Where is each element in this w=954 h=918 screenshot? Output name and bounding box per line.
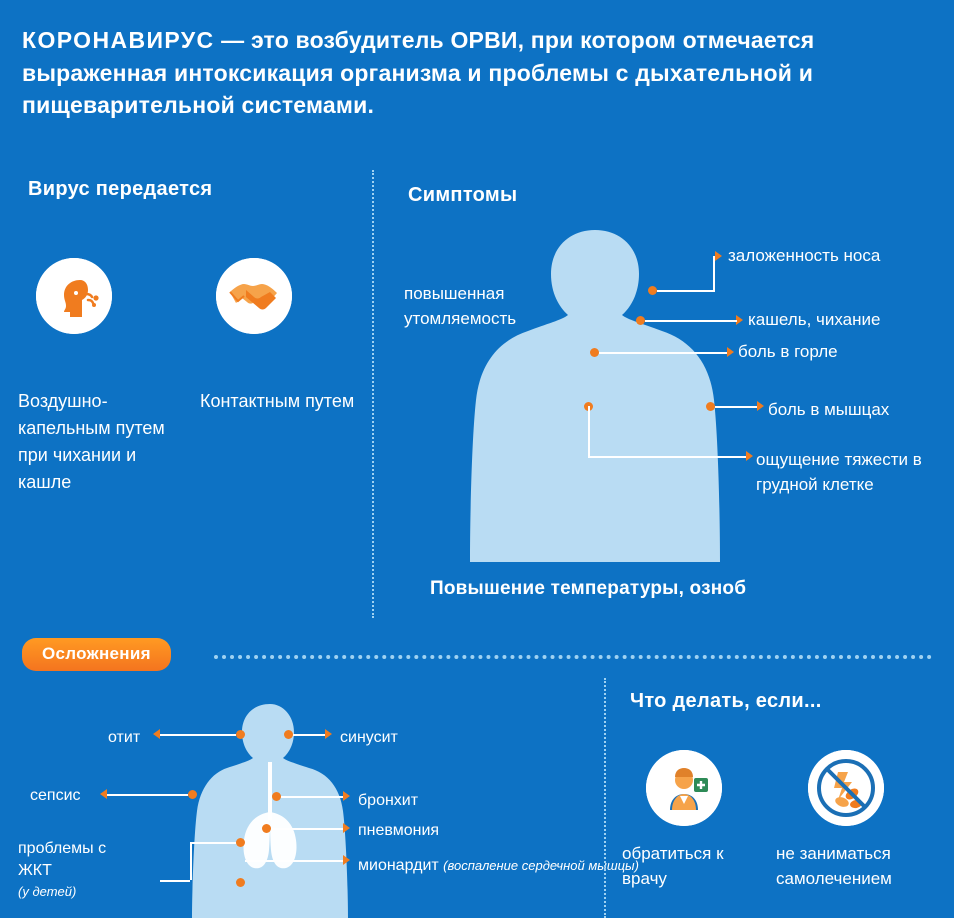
complication-line-sinusit bbox=[293, 734, 325, 736]
complication-note-miocardit: (воспаление сердечной мышцы) bbox=[443, 858, 639, 873]
symptom-line-chest bbox=[588, 456, 746, 458]
coughing-head-icon bbox=[36, 258, 112, 334]
symptom-dot-nose bbox=[648, 286, 657, 295]
complication-line-bronhit bbox=[281, 796, 343, 798]
complication-label-miocardit bbox=[358, 855, 639, 877]
vertical-divider-bottom bbox=[604, 678, 606, 918]
page-title-lead: КОРОНАВИРУС bbox=[22, 27, 215, 53]
complication-label-gkt-text: проблемы с ЖКТ bbox=[18, 840, 107, 880]
complication-arrow-bronhit bbox=[343, 791, 350, 801]
complications-badge: Осложнения bbox=[22, 638, 171, 671]
human-torso-icon bbox=[470, 222, 720, 562]
symptom-arrow-muscle bbox=[757, 401, 764, 411]
symptom-line-nose bbox=[657, 290, 715, 292]
complication-arrow-sinusit bbox=[325, 729, 332, 739]
symptom-lineV-nose bbox=[713, 256, 715, 292]
complication-dot-bronhit bbox=[272, 792, 281, 801]
symptom-label-cough: кашель, чихание bbox=[748, 310, 881, 329]
complication-line2-gkt bbox=[190, 842, 236, 844]
complication-dot-otit bbox=[236, 730, 245, 739]
complication-lineV-gkt bbox=[190, 842, 192, 880]
complication-arrow-sepsis bbox=[100, 789, 107, 799]
symptom-line-cough bbox=[645, 320, 717, 322]
what-to-do-doctor-label: обратиться к врачу bbox=[622, 844, 724, 888]
complication-dot-gkt bbox=[236, 838, 245, 847]
complication-line-pneumonia bbox=[271, 828, 343, 830]
symptoms-title: Симптомы bbox=[408, 184, 518, 206]
complication-arrow-otit bbox=[153, 729, 160, 739]
complication-label-sepsis: сепсис bbox=[30, 787, 81, 804]
complication-label-otit: отит bbox=[108, 729, 141, 746]
symptom-label-chest: ощущение тяжести в грудной клетке bbox=[756, 450, 922, 494]
what-to-do-title: Что делать, если... bbox=[630, 690, 822, 712]
symptom-dot-throat bbox=[590, 348, 599, 357]
complication-dot-miocardit bbox=[236, 878, 245, 887]
complication-label-pneumonia: пневмония bbox=[358, 822, 440, 839]
symptom-label-throat: боль в горле bbox=[738, 342, 838, 361]
symptom-label-muscle: боль в мышцах bbox=[768, 400, 890, 419]
complication-line-otit bbox=[160, 734, 236, 736]
symptom-line-throat bbox=[599, 352, 727, 354]
what-to-do-selfmed-label: не заниматься самолечением bbox=[776, 844, 892, 888]
dotted-separator bbox=[214, 655, 932, 659]
transmission-title: Вирус передается bbox=[28, 178, 213, 200]
symptom-arrow-throat bbox=[727, 347, 734, 357]
page-title-rest: — это возбудитель ОРВИ, при котором отмечается выраженная интоксикация организма и проблемы с дыхательной и пищеварительной системами. bbox=[22, 27, 815, 119]
symptom-line2-cough bbox=[717, 320, 737, 322]
complication-line-miocardit bbox=[245, 860, 343, 862]
no-pills-icon bbox=[808, 750, 884, 826]
symptom-label-nose: заложенность носа bbox=[728, 246, 881, 265]
page-title bbox=[22, 24, 922, 122]
symptom-arrow-chest bbox=[746, 451, 753, 461]
complication-label-miocardit-text: мионардит bbox=[358, 857, 439, 874]
complication-arrow-miocardit bbox=[343, 855, 350, 865]
complication-line-sepsis bbox=[107, 794, 188, 796]
complication-label-sinusit: синусит bbox=[340, 729, 398, 746]
symptom-arrow-cough bbox=[736, 315, 743, 325]
complication-arrow-pneumonia bbox=[343, 823, 350, 833]
complication-label-gkt bbox=[18, 838, 138, 901]
complication-line-gkt bbox=[160, 880, 190, 882]
symptom-lineV-chest bbox=[588, 406, 590, 458]
complication-dot-sepsis bbox=[188, 790, 197, 799]
symptom-label-fatigue: повышенная утомляемость bbox=[404, 284, 517, 328]
contact-label: Контактным путем bbox=[200, 391, 355, 411]
symptom-line-muscle bbox=[715, 406, 757, 408]
complication-note-gkt: (у детей) bbox=[18, 883, 77, 899]
complication-dot-sinusit bbox=[284, 730, 293, 739]
airborne-label: Воздушно-капельным путем при чихании и кашле bbox=[18, 391, 165, 492]
handshake-icon bbox=[216, 258, 292, 334]
symptom-arrow-nose bbox=[715, 251, 722, 261]
complication-label-bronhit: бронхит bbox=[358, 792, 419, 809]
symptom-dot-muscle-right bbox=[706, 402, 715, 411]
vertical-divider bbox=[372, 170, 374, 618]
symptoms-footer: Повышение температуры, озноб bbox=[430, 578, 747, 599]
complication-dot-pneumonia bbox=[262, 824, 271, 833]
doctor-icon bbox=[646, 750, 722, 826]
symptom-dot-cough bbox=[636, 316, 645, 325]
